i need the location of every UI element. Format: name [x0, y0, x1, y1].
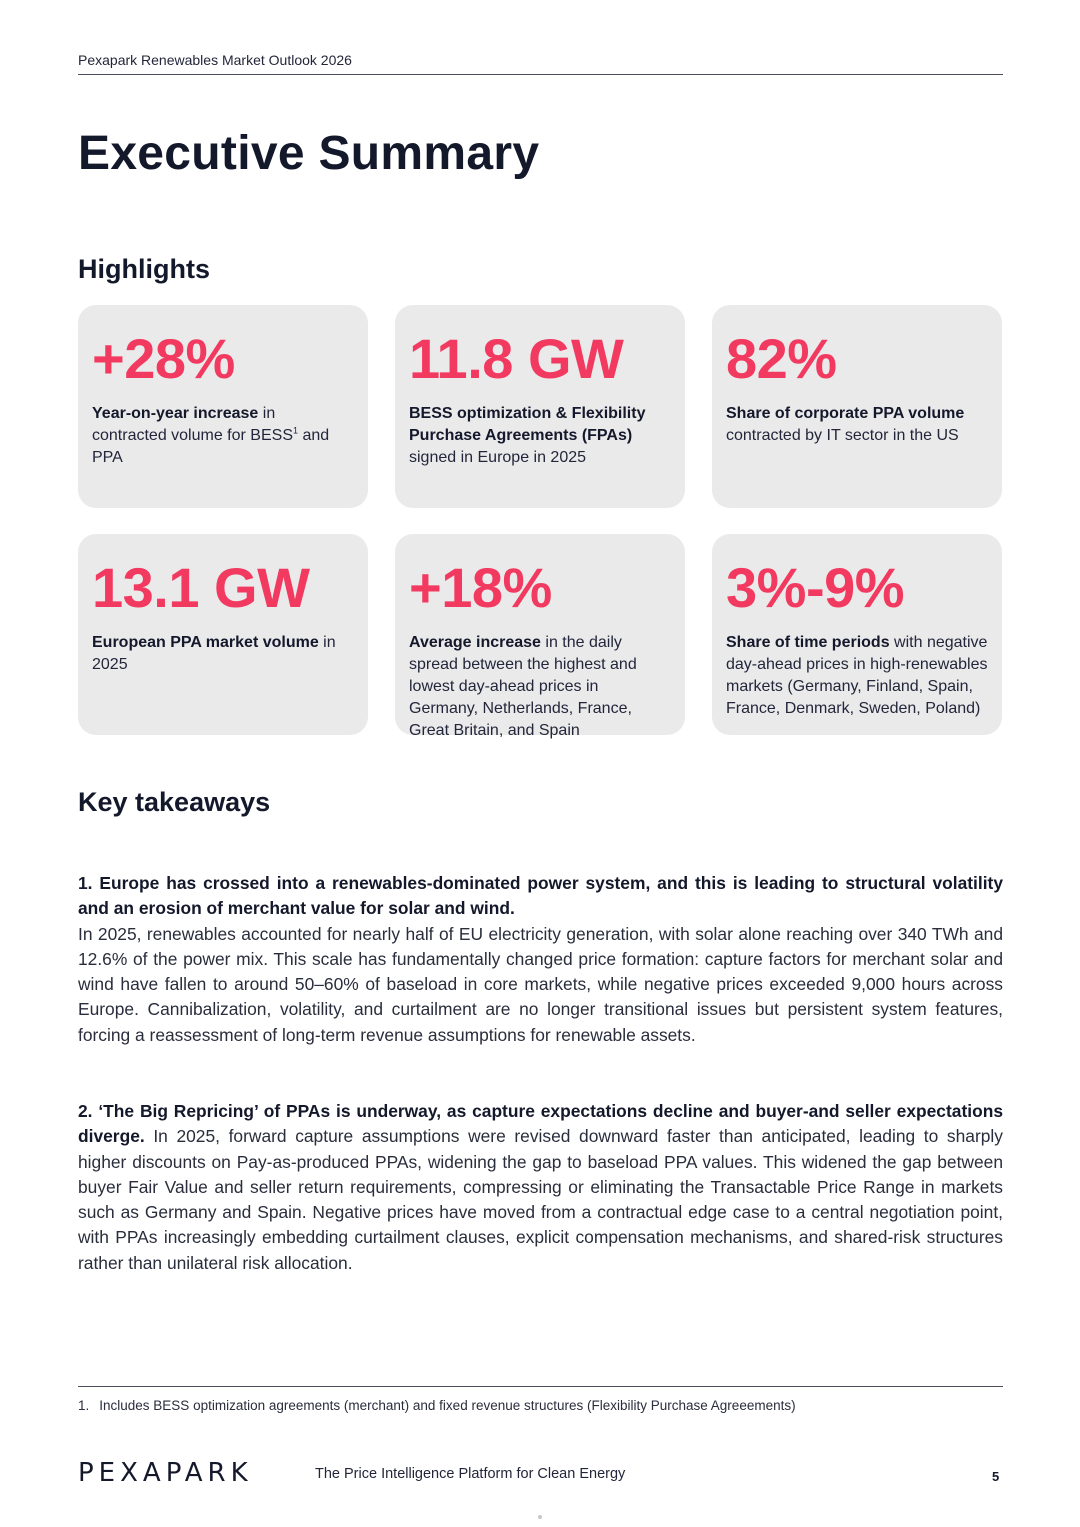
footer-tagline: The Price Intelligence Platform for Clean Energy: [315, 1466, 626, 1482]
scroll-dot: [538, 1515, 542, 1519]
takeaway-paragraph: [78, 1099, 1003, 1276]
takeaway-lead: 1. Europe has crossed into a renewables-dominated power system, and this is leading to structural volatility and an erosion of merchant value for solar and wind.: [78, 873, 1003, 919]
page-number: 5: [992, 1469, 1000, 1484]
highlight-description: Average increase in the daily spread between the highest and lowest day-ahead prices in Germany, Netherlands, France, Great Britain, and Spain: [409, 634, 637, 739]
highlight-value: 82%: [726, 327, 837, 390]
highlight-description: Year-on-year increase in contracted volume for BESS$^1$ and PPA: [92, 405, 330, 466]
highlight-value: 3%-9%: [726, 556, 905, 619]
takeaway-lead: 2. ‘The Big Repricing’ of PPAs is underway, as capture expectations decline and buyer-and seller expectations diverge.: [78, 1101, 1003, 1147]
running-header: Pexapark Renewables Market Outlook 2026: [78, 52, 352, 68]
key-takeaways-heading: Key takeaways: [78, 787, 271, 817]
page-title: Executive Summary: [78, 127, 540, 180]
highlight-description: Share of time periods with negative day-ahead prices in high-renewables markets (Germany, Finland, Spain, France, Denmark, Sweden, Poland): [726, 634, 988, 717]
footnote-marker: 1: [292, 425, 298, 436]
highlight-value: +28%: [92, 327, 235, 390]
takeaway-body: In 2025, forward capture assumptions were revised downward faster than anticipated, leading to sharply higher discounts on Pay-as-produced PPAs, widening the gap to baseload PPA values. This widened the gap between buyer Fair Value and seller return requirements, compressing or eliminating the Transactable Price Range in markets such as Germany and Spain. Negative prices have moved from a contractual edge case to a central negotiation point, with PPAs increasingly embedding curtailment clauses, explicit compensation mechanisms, and shared-risk structures rather than unilateral risk allocation.: [78, 1126, 1003, 1273]
header-divider: [78, 74, 1003, 75]
highlight-value: +18%: [409, 556, 552, 619]
highlight-card: [712, 305, 1002, 508]
highlight-description: Share of corporate PPA volume contracted by IT sector in the US: [726, 405, 965, 444]
svg-text:PEXAPARK: PEXAPARK: [78, 1459, 253, 1485]
pexapark-logo: [78, 1459, 300, 1485]
highlight-description: European PPA market volume in 2025: [92, 634, 336, 673]
footnote: 1. Includes BESS optimization agreements (merchant) and fixed revenue structures (Flexibility Purchase Agreeements): [78, 1398, 796, 1413]
takeaway-body: In 2025, renewables accounted for nearly half of EU electricity generation, with solar alone reaching over 340 TWh and 12.6% of the power mix. This scale has fundamentally changed price formation: capture factors for merchant solar and wind have fallen to around 50–60% of baseload in core markets, while negative prices exceeded 9,000 hours across Europe. Cannibalization, volatility, and curtailment are no longer transitional issues but persistent system features, forcing a reassessment of long-term revenue assumptions for renewable assets.: [78, 923, 1003, 1045]
highlight-card: [395, 305, 685, 508]
highlight-card: [395, 534, 685, 739]
highlights-heading: Highlights: [78, 254, 210, 284]
highlight-card: [78, 534, 368, 735]
highlight-card: [78, 305, 368, 508]
highlight-value: 13.1 GW: [92, 556, 310, 619]
highlight-description: BESS optimization & Flexibility Purchase Agreements (FPAs) signed in Europe in 2025: [409, 405, 646, 466]
highlight-card: [712, 534, 1002, 735]
takeaway-paragraph: [78, 871, 1003, 1048]
footnote-divider: [78, 1386, 1003, 1387]
highlight-value: 11.8 GW: [409, 327, 624, 390]
